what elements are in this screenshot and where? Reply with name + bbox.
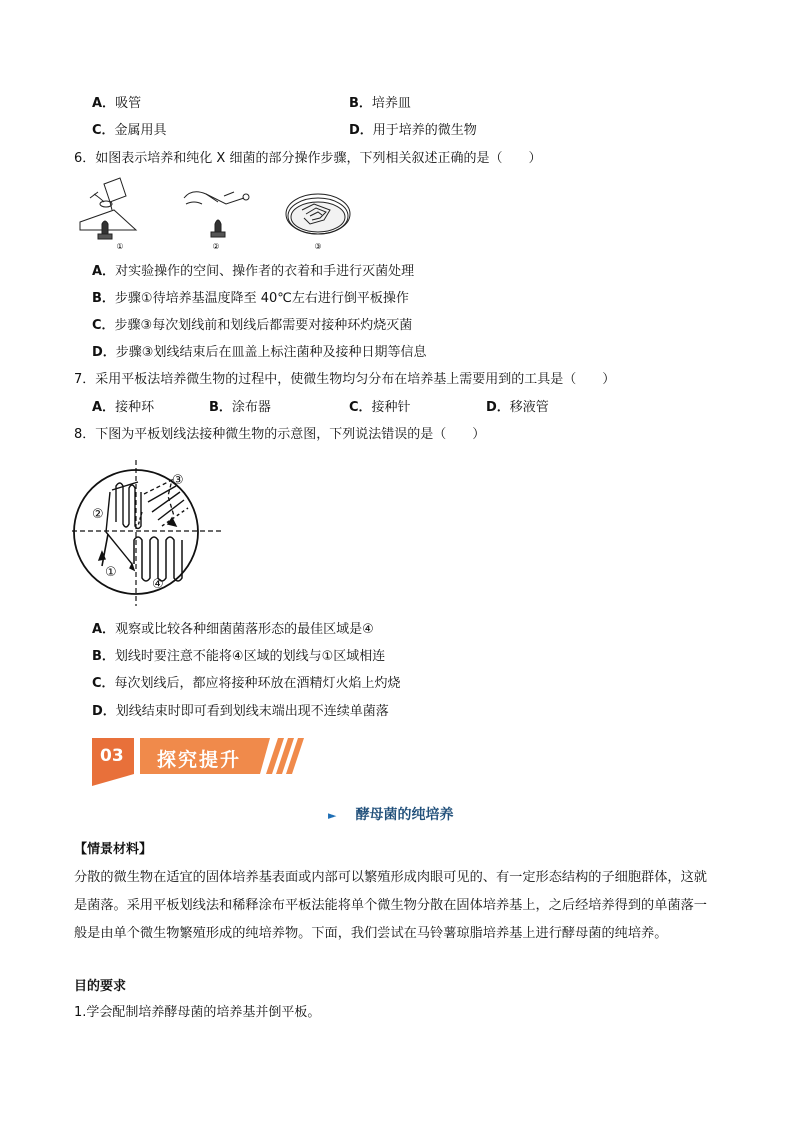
figure-label-2	[212, 242, 219, 251]
option-text: 划线时要注意不能将④区域的划线与①区域相连	[114, 649, 386, 664]
option-text: 接种环	[115, 400, 155, 415]
option-text: 步骤③每次划线前和划线后都需要对接种环灼烧灭菌	[114, 318, 413, 333]
option-text: 培养皿	[371, 96, 411, 111]
option-label: A．	[92, 96, 116, 111]
q8-option-c	[92, 676, 401, 692]
step1-illustration	[80, 178, 136, 239]
streak-plate-drawing	[72, 460, 222, 606]
option-text: 移液管	[509, 400, 549, 415]
q5-option-c	[92, 123, 167, 139]
step2-illustration	[184, 192, 249, 237]
option-label: A．	[92, 622, 116, 637]
q5-option-a	[92, 96, 141, 112]
figure-label-3-text: ③	[314, 242, 322, 251]
option-label: D．	[486, 400, 510, 415]
option-text: 观察或比较各种细菌菌落形态的最佳区域是④	[115, 622, 374, 637]
option-label: B．	[349, 96, 372, 111]
option-label: B．	[209, 400, 232, 415]
figure-label-2-text: ②	[212, 242, 220, 251]
q8-streak-plate-figure	[72, 460, 228, 608]
q7-option-d	[486, 400, 549, 416]
option-text: 划线结束时即可看到划线末端出现不连续单菌落	[115, 704, 389, 719]
option-text: 涂布器	[231, 400, 271, 415]
q5-option-b	[349, 96, 411, 112]
option-label: B．	[92, 291, 115, 306]
section-number: 03	[100, 746, 124, 766]
q6-option-a	[92, 264, 414, 280]
option-label: D．	[349, 123, 373, 138]
goal-heading: 目的要求	[74, 979, 127, 994]
figure-label-1-text: ①	[116, 242, 124, 251]
q6-option-b	[92, 291, 409, 307]
experiment-subtitle-row	[328, 804, 454, 824]
q7-option-c	[349, 400, 411, 416]
goal-item-1: 1.学会配制培养酵母菌的培养基并倒平板。	[74, 1005, 321, 1020]
figure-label-1	[116, 242, 123, 251]
q6-option-d	[92, 345, 426, 361]
region-label-2: ②	[92, 507, 104, 522]
option-label: D．	[92, 704, 116, 719]
option-label: D．	[92, 345, 116, 360]
q6-stem: 6．如图表示培养和纯化 X 细菌的部分操作步骤，下列相关叙述正确的是（ ）	[74, 151, 542, 166]
option-text: 金属用具	[114, 123, 167, 138]
option-text: 接种针	[371, 400, 411, 415]
q7-stem: 7．采用平板法培养微生物的过程中，使微生物均匀分布在培养基上需要用到的工具是（ ）	[74, 372, 616, 387]
option-label: B．	[92, 649, 115, 664]
region-label-4: ④	[152, 577, 164, 592]
step3-petri-dish	[286, 194, 350, 234]
option-text: 步骤③划线结束后在皿盖上标注菌种及接种日期等信息	[115, 345, 427, 360]
option-label: C．	[349, 400, 372, 415]
experiment-subtitle: 酵母菌的纯培养	[355, 807, 454, 823]
q5-option-d	[349, 123, 477, 139]
triangle-bullet-icon: ►	[328, 809, 337, 822]
figure-label-3	[314, 242, 321, 251]
option-text: 吸管	[115, 96, 142, 111]
material-paragraph: 分散的微生物在适宜的固体培养基表面或内部可以繁殖形成肉眼可见的、有一定形态结构的子细胞群体，这就是菌落。采用平板划线法和稀释涂布平板法能将单个微生物分散在固体培养基上，之后经培养得到的单菌落一般是由单个微生物繁殖形成的纯培养物。下面，我们尝试在马铃薯琼脂培养基上进行酵母菌的纯培养。	[74, 870, 707, 941]
q6-figure	[74, 174, 354, 258]
option-text: 用于培养的微生物	[372, 123, 477, 138]
option-text: 对实验操作的空间、操作者的衣着和手进行灭菌处理	[115, 264, 415, 279]
option-label: A．	[92, 400, 116, 415]
q8-stem: 8．下图为平板划线法接种微生物的示意图，下列说法错误的是（ ）	[74, 427, 486, 442]
option-label: C．	[92, 123, 115, 138]
q8-option-d	[92, 704, 389, 720]
q6-option-c	[92, 318, 412, 334]
q7-option-a	[92, 400, 154, 416]
q8-option-b	[92, 649, 385, 665]
option-label: C．	[92, 676, 115, 691]
region-label-1: ①	[105, 565, 117, 580]
option-text: 步骤①待培养基温度降至 40℃左右进行倒平板操作	[114, 291, 409, 306]
q8-option-a	[92, 622, 374, 638]
material-heading: 【情景材料】	[74, 842, 153, 857]
option-text: 每次划线后，都应将接种环放在酒精灯火焰上灼烧	[114, 676, 401, 691]
q7-option-b	[209, 400, 271, 416]
option-label: C．	[92, 318, 115, 333]
option-label: A．	[92, 264, 116, 279]
section-title: 探究提升	[157, 749, 242, 771]
region-label-3: ③	[172, 473, 184, 488]
